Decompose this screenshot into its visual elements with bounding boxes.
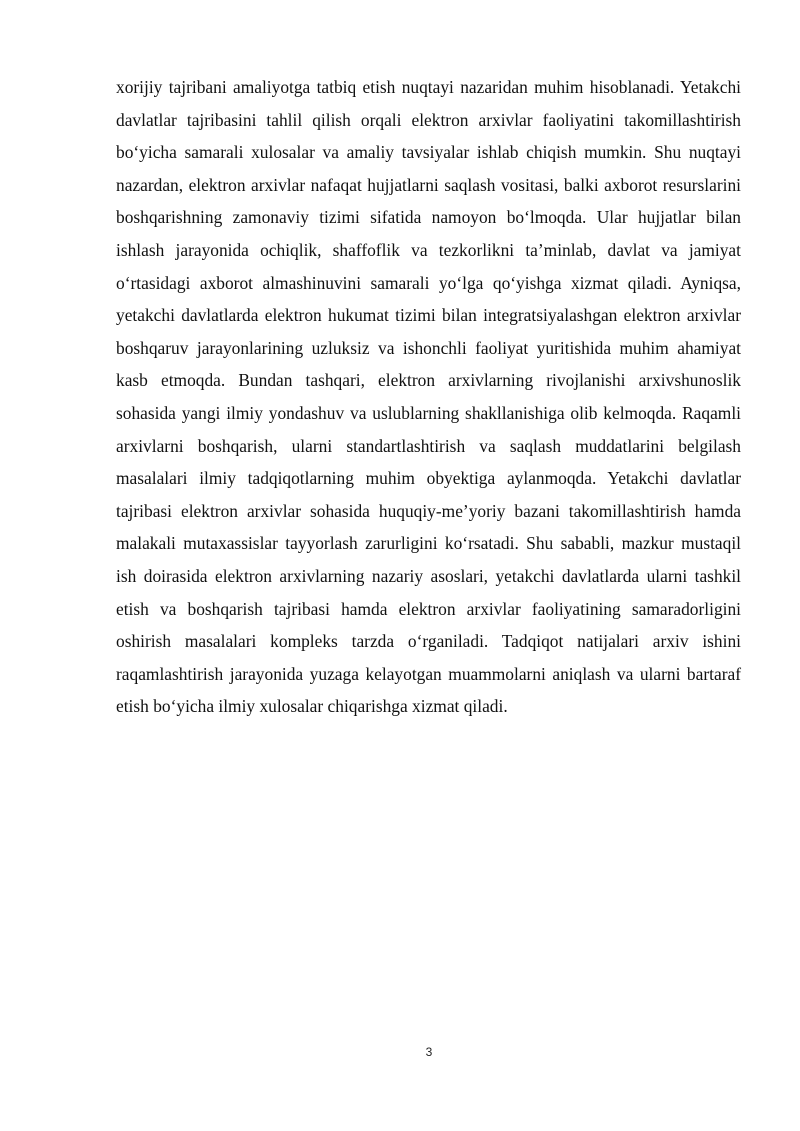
body-paragraph: xorijiy tajribani amaliyotga tatbiq etish nuqtayi nazaridan muhim hisoblanadi. Yetakchi davlatlar tajribasini tahlil qilish orqali elektron arxivlar faoliyatini takomillashtirish bo‘yicha samarali xulosalar va amaliy tavsiyalar ishlab chiqish mumkin. Shu nuqtayi nazardan, elektron arxivlar nafaqat hujjatlarni saqlash vositasi, balki axborot resurslarini boshqarishning zamonaviy tizimi sifatida namoyon bo‘lmoqda. Ular hujjatlar bilan ishlash jarayonida ochiqlik, shaffoflik va tezkorlikni ta’minlab, davlat va jamiyat o‘rtasidagi axborot almashinuvini samarali yo‘lga qo‘yishga xizmat qiladi. Ayniqsa, yetakchi davlatlarda elektron hukumat tizimi bilan integratsiyalashgan elektron arxivlar boshqaruv jarayonlarining uzluksiz va ishonchli faoliyat yuritishida muhim ahamiyat kasb etmoqda. Bundan tashqari, elektron arxivlarning rivojlanishi arxivshunoslik sohasida yangi ilmiy yondashuv va uslublarning shakllanishiga olib kelmoqda. Raqamli arxivlarni boshqarish, ularni standartlashtirish va saqlash muddatlarini belgilash masalalari ilmiy tadqiqotlarning muhim obyektiga aylanmoqda. Yetakchi davlatlar tajribasi elektron arxivlar sohasida huquqiy-me’yoriy bazani takomillashtirish hamda malakali mutaxassislar tayyorlash zarurligini ko‘rsatadi. Shu sababli, mazkur mustaqil ish doirasida elektron arxivlarning nazariy asoslari, yetakchi davlatlarda ularni tashkil etish va boshqarish tajribasi hamda elektron arxivlar faoliyatining samaradorligini oshirish masalalari kompleks tarzda o‘rganiladi. Tadqiqot natijalari arxiv ishini raqamlashtirish jarayonida yuzaga kelayotgan muammolarni aniqlash va ularni bartaraf etish bo‘yicha ilmiy xulosalar chiqarishga xizmat qiladi. [116,77,741,717]
page-number: 3 [425,1045,433,1059]
